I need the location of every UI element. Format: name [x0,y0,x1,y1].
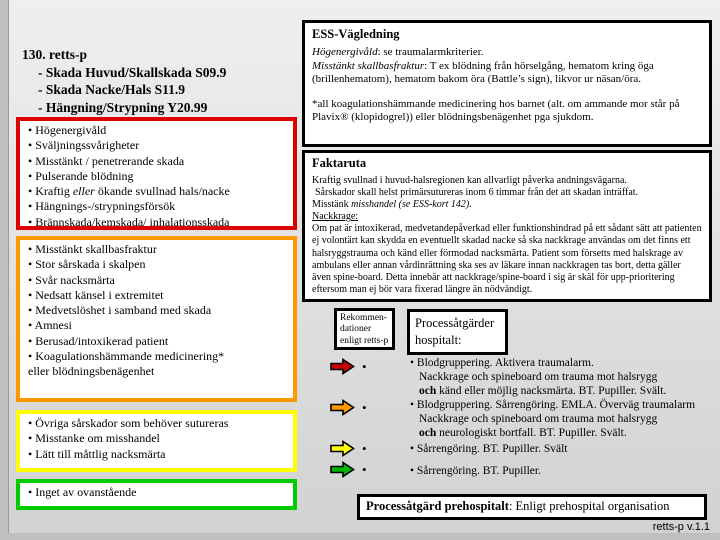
triage-item: • Övriga sårskador som behöver sutureras [28,416,291,431]
card-diagnosis-2: - Skada Nacke/Hals S11.9 [38,82,186,97]
recommendation-line: Nackkrage och spineboard om trauma mot halsrygg [419,412,658,425]
card-diagnosis-1: - Skada Huvud/Skallskada S09.9 [38,64,227,80]
ess-title: ESS-Vägledning [312,27,400,41]
ess-guidance-box [302,20,712,147]
ess-line-skallbasfraktur: Misstänkt skallbasfraktur: T ex blödning från hörselgång, hematom kring öga (brillenhematom), hematom bakom öra (Battle’s sign), likvor ur näsan/öra. [312,59,654,85]
faktaruta-line-suturing: Sårskador skall helst primärsutureras inom 6 timmar från det att skadan inträffat. [315,187,639,199]
recommendation-yellow [410,443,710,457]
recommendation-line: • Blodgruppering. Sårrengöring. EMLA. Överväg traumalarm [410,399,710,413]
arrow-red-icon [330,358,355,375]
priority-row-red [330,358,367,375]
arrow-orange-icon [330,399,355,416]
arrow-yellow-icon [330,440,355,457]
arrow-bullet: • [362,441,367,456]
ess-line-hogenergivald: Högenergivåld: se traumalarmkriterier. [312,46,484,58]
triage-item: • Lätt till måttlig nacksmärta [28,447,291,462]
recommendations-label-box [334,308,395,350]
recommendations-label-line: dationer [340,324,372,335]
faktaruta-heading-collar: Nackkrage: [312,211,359,223]
triage-item: • Medvetslöshet i samband med skada [28,303,291,318]
triage-box-orange [16,236,297,402]
triage-item: • Högenergivåld [28,123,291,138]
priority-row-green [330,461,367,478]
triage-box-yellow [16,410,297,472]
faktaruta-line-swelling: Kraftig svullnad i huvud-halsregionen kan allvarligt påverka andningsvägarna. [312,175,627,186]
triage-item: • Brännskada/kemskada/ inhalationsskada [28,215,291,230]
recommendation-line: och känd eller möjlig nacksmärta. BT. Pupiller. Svält. [419,384,667,397]
triage-item: • Nedsatt känsel i extremitet [28,288,291,303]
priority-row-orange [330,399,367,416]
triage-item: • Misstanke om misshandel [28,431,291,446]
triage-item: • Misstänkt / penetrerande skada [28,154,291,169]
version-label: retts-p v.1.1 [652,521,710,533]
process-actions-label-line: hospitalt: [415,332,462,347]
process-actions-label-box [407,309,508,355]
triage-item: • Berusad/intoxikerad patient [28,334,291,349]
triage-item: • Misstänkt skallbasfraktur [28,242,291,257]
triage-box-red [16,117,297,230]
prehospital-process-box [357,494,707,520]
card-title: 130. retts-p [22,47,87,62]
card-header [22,46,226,116]
triage-item: • Svår nacksmärta [28,273,291,288]
card-diagnosis-3: - Hängning/Strypning Y20.99 [38,99,208,115]
triage-item: • Kraftig eller ökande svullnad hals/nacke [28,184,291,199]
triage-item: • Amnesi [28,318,291,333]
recommendation-line: • Sårrengöring. BT. Pupiller. [410,465,710,479]
prehospital-label: Processåtgärd prehospitalt [366,499,509,513]
recommendation-line: och neurologiskt bortfall. BT. Pupiller. Svält. [419,426,627,439]
triage-item: • Koagulationshämmande medicinering* [28,349,291,364]
arrow-green-icon [330,461,355,478]
triage-item: • Inget av ovanstående [28,485,291,500]
faktaruta-title: Faktaruta [312,156,367,170]
triage-box-green [16,479,297,510]
arrow-bullet: • [362,400,367,415]
triage-item: • Pulserande blödning [28,169,291,184]
recommendation-green [410,465,710,479]
priority-row-yellow [330,440,367,457]
recommendation-red [410,357,710,398]
recommendation-line: Nackkrage och spineboard om trauma mot halsrygg [419,370,658,383]
ess-note-anticoagulants: *all koagulationshämmande medicinering hos barnet (alt. om ammande mor står på Plavix® (klopidogrel)) eller blödningsbenägenhet pga sjukdom. [312,97,680,123]
triage-item-tail: eller blödningsbenägenhet [28,364,155,379]
triage-item: • Hängnings-/strypningsförsök [28,199,291,214]
faktaruta-paragraph-collar: Om pat är intoxikerad, medvetandepåverkad eller funktionshindrad på ett sådant sätt att patienten ej volontärt kan skydda en eventuellt skadad nacke så ska nackkrage användas om det finns ett halsryggstrauma och känd eller förmodad nacksmärta. Patient som försetts med halskrage av ambulans eller annan vårdinrättning ska ses av läkare innan nackkragen tas bort, detta gäller även spine-board. Detta innebär att nackkrage/spine-board i sig är skäl för upp-prioritering eftersom man ej bör vara fixerad längre än nödvändigt. [312,223,702,295]
recommendations-label-line: enligt retts-p [340,335,389,346]
recommendation-orange [410,399,710,440]
process-actions-label-line: Processåtgärder [415,316,495,330]
arrow-bullet: • [362,462,367,477]
faktaruta-line-abuse: Misstänk misshandel (se ESS-kort 142). [312,199,472,211]
prehospital-value: : Enligt prehospital organisation [508,499,670,513]
recommendations-label-line: Rekommen- [340,313,387,323]
recommendation-line: • Sårrengöring. BT. Pupiller. Svält [410,443,710,457]
faktaruta-box [302,150,712,302]
triage-item: • Stor sårskada i skalpen [28,257,291,272]
recommendation-line: • Blodgruppering. Aktivera traumalarm. [410,357,710,371]
arrow-bullet: • [362,359,367,374]
triage-item: • Sväljningssvårigheter [28,138,291,153]
